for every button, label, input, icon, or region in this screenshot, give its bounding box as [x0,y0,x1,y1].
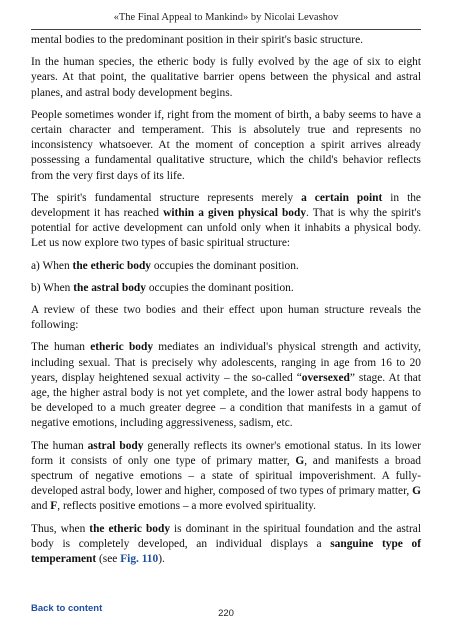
text-run: b) When [31,281,74,294]
text-run: The human [31,341,91,354]
text-run: , and manifests a broad spectrum of negative emotions – a state of spiritual impoverishment. A fully-developed astral body, lower and higher, composed of two types of primary matter, [31,454,421,498]
emphasis: a certain point [301,191,383,204]
text-run: (see [96,553,121,566]
text-run: occupies the dominant position. [145,281,294,294]
emphasis: oversexed [301,371,350,384]
page-body [31,33,421,574]
running-header: «The Final Appeal to Mankind» by Nicolai Levashov [113,12,339,23]
figure-link[interactable]: Fig. 110 [120,553,159,566]
text-run: occupies the dominant position. [151,259,299,272]
back-to-content-link[interactable]: Back to content [31,603,103,614]
text-run: mediates an individual's physical strength and activity, including sexual. That is precisely why adolescents, ranging in age from 16 to 20 years, display heightened sexual activity – the so-called “ [31,341,422,384]
header-rule [31,29,421,30]
text-run: is dominant in the spiritual foundation and the astral body is completely developed, an individual displays a [31,522,421,550]
emphasis: sanguine type of temperament [31,537,421,566]
emphasis: astral body [87,439,144,452]
text-run: . That is why the spirit's potential for active development can unfold only when it inhabits a physical body. Let us now explore two types of basic spiritual structure: [31,207,421,250]
text-run: and [31,500,51,513]
paragraph-9 [31,439,421,515]
text-run: generally reflects its owner's emotional status. In its lower form it consists of only one type of primary matter, [31,439,422,467]
paragraph-4 [31,191,421,252]
text-run: ). [158,553,165,566]
paragraph-2: In the human species, the etheric body is fully evolved by the age of six to eight years. At that point, the qualitative barrier opens between the physical and astral planes, and astral body development begins. [31,56,421,99]
text-run: a) When [31,259,73,272]
emphasis: the etheric body [72,259,152,272]
text-run: in the development it has reached [31,191,421,220]
emphasis: F [50,500,58,513]
emphasis: G [412,485,421,498]
list-item-a [31,259,421,274]
emphasis: the astral body [73,281,146,294]
page-number: 220 [218,608,234,619]
list-item-b [31,281,421,296]
text-run: The human [31,439,88,452]
paragraph-1: mental bodies to the predominant position in their spirit's basic structure. [31,34,364,46]
paragraph-7: A review of these two bodies and their effect upon human structure reveals the following: [31,304,421,332]
text-run: Thus, when [31,522,90,535]
emphasis: G [295,454,305,467]
paragraph-8 [31,340,421,431]
text-run: The spirit's fundamental structure represents merely [31,191,302,204]
paragraph-10 [31,522,421,568]
paragraph-3: People sometimes wonder if, right from the moment of birth, a baby seems to have a certain character and temperament. This is absolutely true and represents no inconsistency whatsoever. At the moment of conception a spirit arrives already possessing a fundamental qualitative structure, which the child's behavior reflects from the very first days of its life. [31,108,421,182]
emphasis: the etheric body [89,522,171,535]
text-run: , reflects positive emotions – a more evolved spirituality. [57,500,316,513]
emphasis: etheric body [90,341,154,354]
emphasis: within a given physical body [163,207,307,220]
text-run: ” stage. At that age, the higher astral body is not yet complete, and the lower astral body happens to be developed to a much greater degree – a condition that manifests in a gamut of negative emotions, including aggressiveness, sadism, etc. [31,371,421,430]
